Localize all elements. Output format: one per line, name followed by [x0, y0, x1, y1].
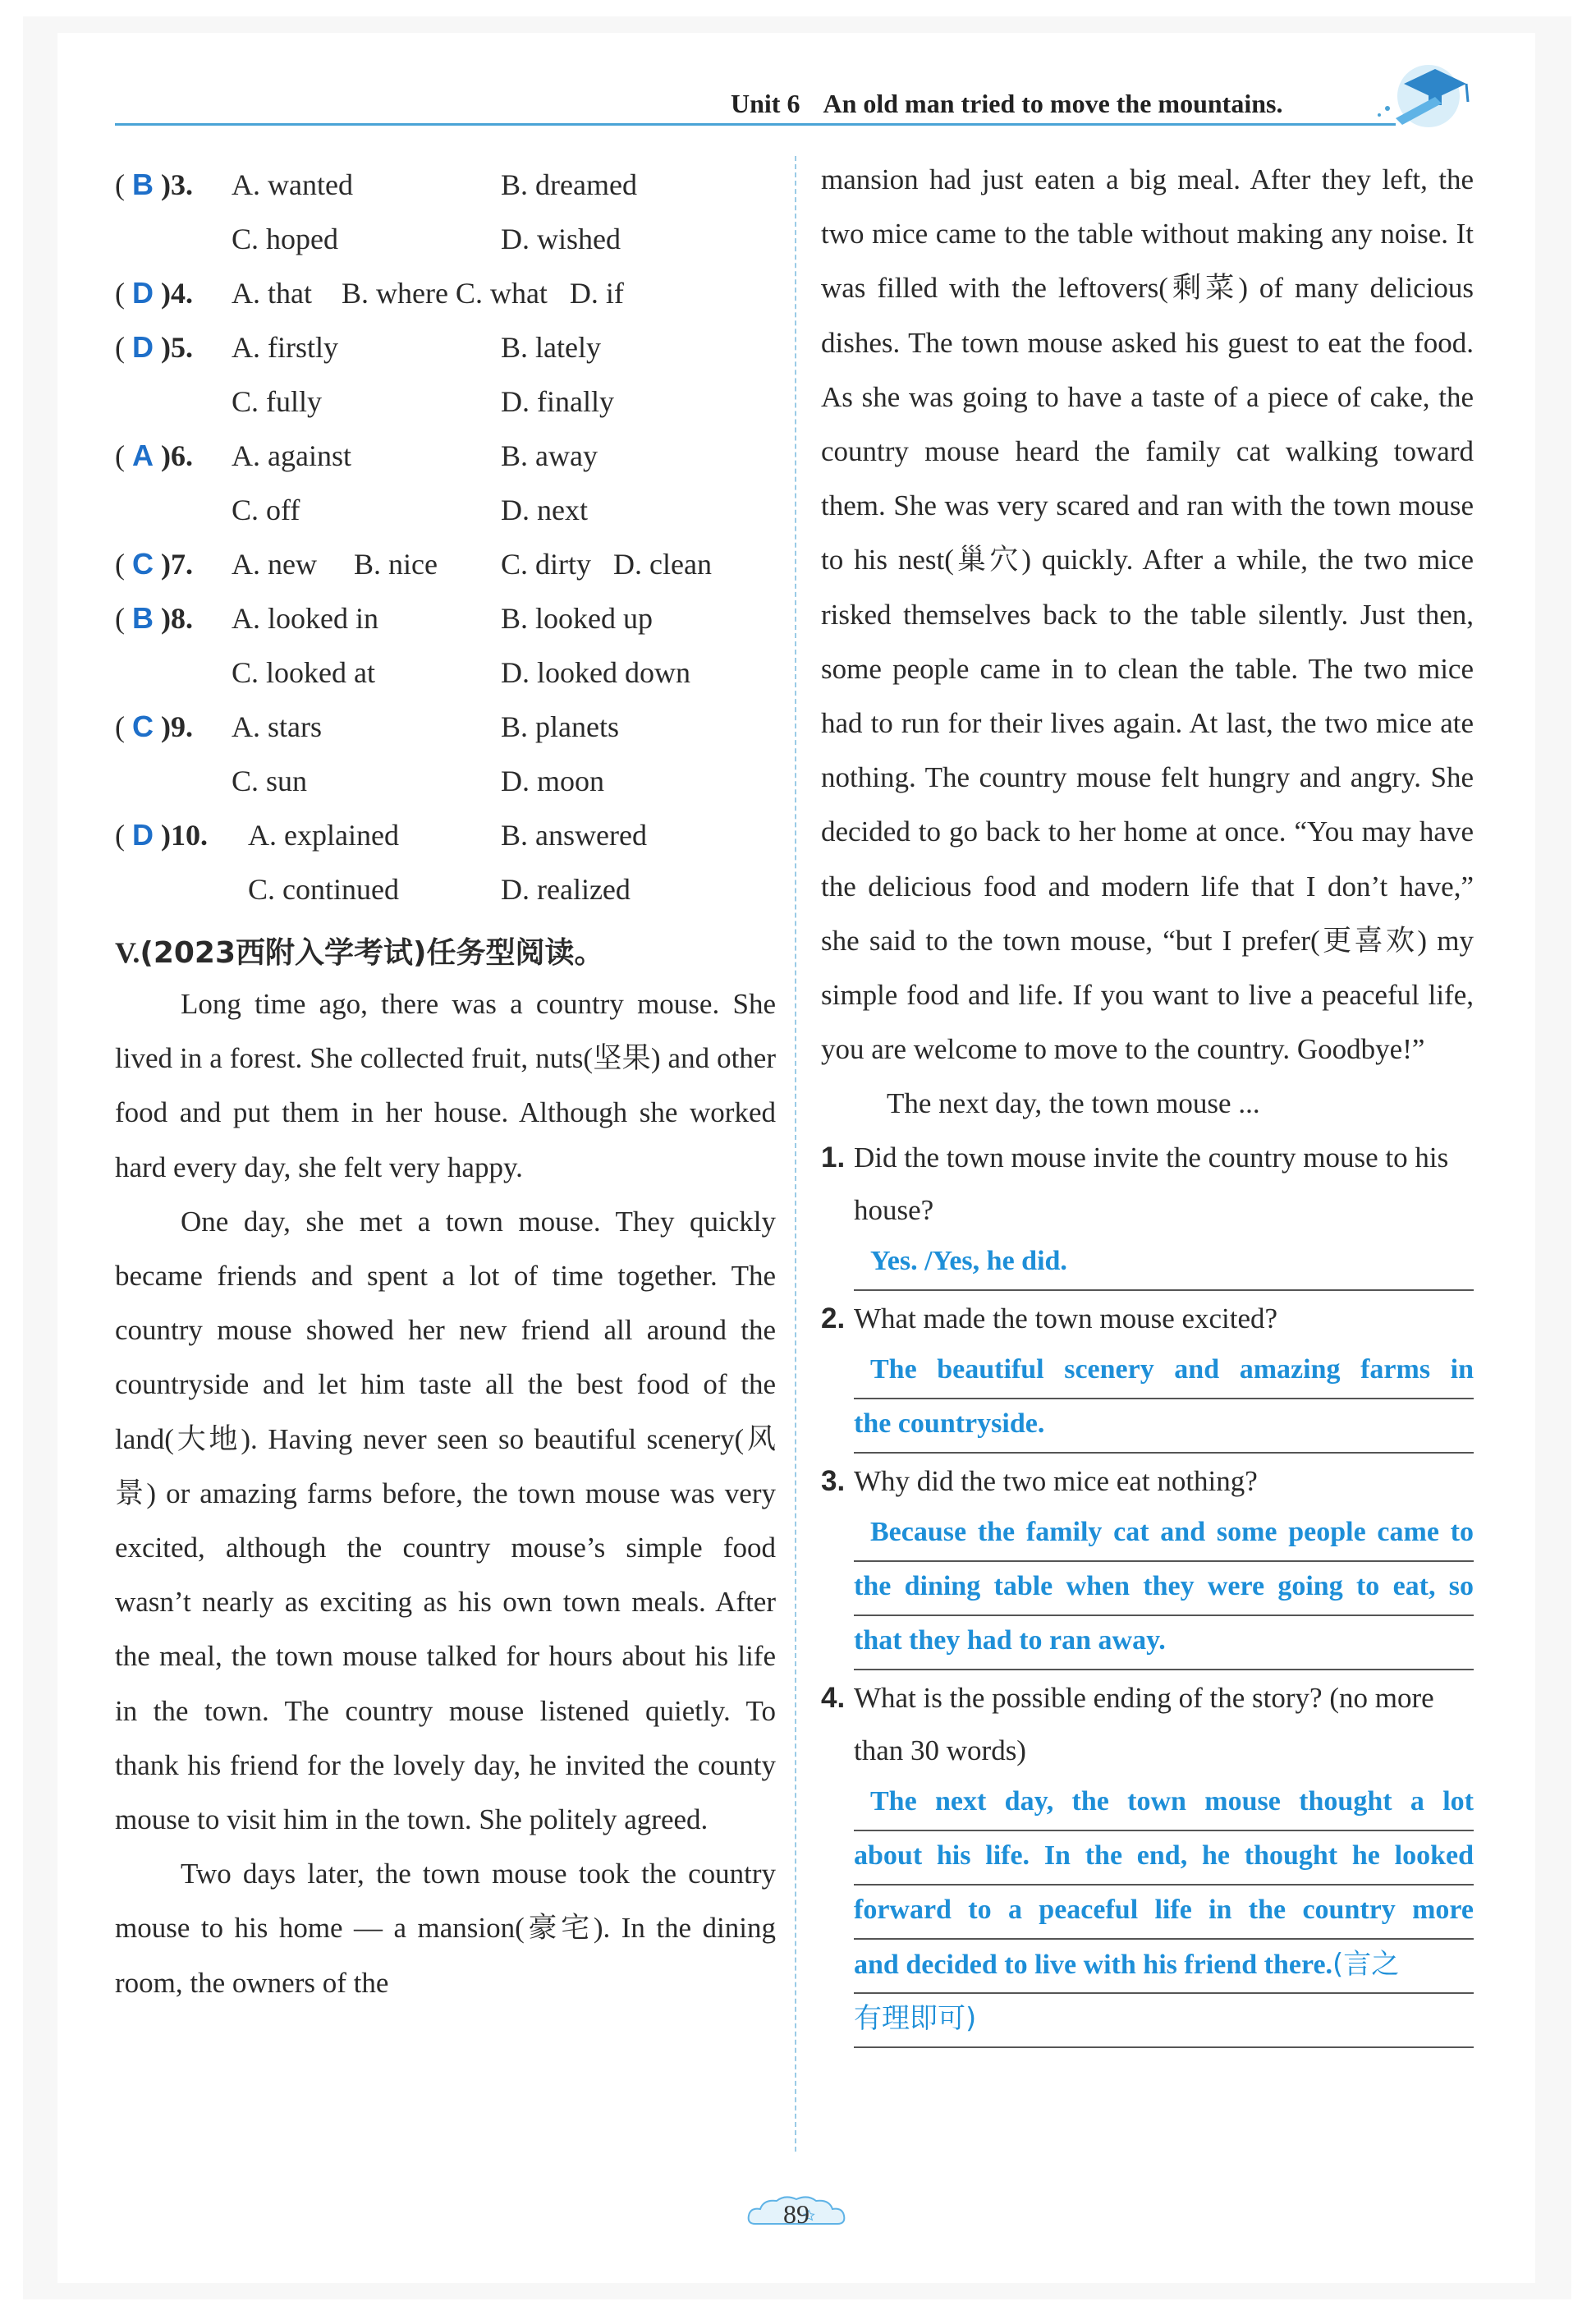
- choice-question-8-cd: [115, 649, 776, 703]
- answer-letter: B: [132, 601, 154, 635]
- answer-letter: D: [132, 818, 154, 852]
- answer-bracket: ( D )5.: [115, 330, 193, 364]
- answer-line: about his life. In the end, he thought he looked: [854, 1831, 1474, 1886]
- answer-note: (言之: [1332, 1947, 1400, 1981]
- answer-line: that they had to ran away.: [854, 1616, 1474, 1670]
- options-cd: C. dirty D. clean: [501, 548, 712, 581]
- section-title: (2023西附入学考试)任务型阅读。: [140, 936, 604, 970]
- page-number: [739, 2191, 854, 2240]
- option-b: B. answered: [501, 819, 647, 852]
- answer-line: Yes. /Yes, he did.: [854, 1237, 1474, 1291]
- answer-letter: C: [132, 710, 154, 743]
- answer-line: the dining table when they were going to eat, so: [854, 1562, 1474, 1616]
- option-b: B. dreamed: [501, 168, 637, 201]
- question-4: [821, 1672, 1474, 1777]
- answer-letter: A: [132, 439, 154, 472]
- option-c: C. continued: [248, 873, 399, 906]
- section-number: V.: [115, 936, 140, 969]
- option-c: C. looked at: [232, 656, 375, 689]
- choice-question-6: [115, 432, 776, 486]
- choice-question-9: [115, 703, 776, 757]
- answer-line: forward to a peaceful life in the country more: [854, 1886, 1474, 1940]
- answer-bracket: ( B )8.: [115, 601, 193, 635]
- answer-note: 有理即可): [854, 2001, 977, 2035]
- option-c: C. hoped: [232, 223, 338, 255]
- choice-question-10: [115, 811, 776, 866]
- choice-question-9-cd: [115, 757, 776, 811]
- option-a: A. wanted: [232, 168, 353, 201]
- passage-paragraph-3-cont: mansion had just eaten a big meal. After they left, the two mice came to the table without making any noise. It was filled with the leftovers(剩菜) of many delicious dishes. The town mouse asked his guest to eat the food. As she was going to have a taste of a piece of cake, the country mouse heard the family cat walking toward them. She was very scared and ran with the town mouse to his nest(巢穴) quickly. After a while, the two mice risked themselves back to the table silently. Just then, some people came in to clean the table. The two mice had to run for their lives again. At last, the two mice ate nothing. The country mouse felt hungry and angry. She decided to go back to her home at once. “You may have the delicious food and modern life that I don’t have,” she said to the town mouse, “but I prefer(更喜欢) my simple food and life. If you want to live a peaceful life, you are welcome to move to the country. Goodbye!”: [821, 163, 1474, 1066]
- question-number: 4.: [821, 1681, 846, 1714]
- answer-line: The beautiful scenery and amazing farms in: [854, 1345, 1474, 1399]
- column-divider: [795, 156, 796, 2152]
- passage-paragraph-3-start: Two days later, the town mouse took the country mouse to his home — a mansion(豪宅). In the dining room, the owners of the: [115, 1858, 776, 1999]
- option-d: D. finally: [501, 385, 614, 418]
- answer-line: [854, 1994, 1474, 2048]
- page-number-text: 89: [783, 2199, 809, 2229]
- question-2: [821, 1293, 1474, 1345]
- option-d: D. next: [501, 494, 588, 526]
- unit-label: Unit 6: [731, 89, 800, 118]
- question-1: [821, 1132, 1474, 1237]
- choice-question-5: [115, 324, 776, 378]
- choice-question-4: [115, 269, 776, 324]
- right-column: [821, 153, 1474, 2048]
- answer-bracket: ( A )6.: [115, 439, 193, 472]
- choice-question-6-cd: [115, 486, 776, 540]
- question-number: 2.: [821, 1302, 846, 1334]
- answer-bracket: ( C )7.: [115, 547, 193, 581]
- question-text: What is the possible ending of the story? (no more than 30 words): [854, 1681, 1434, 1766]
- choice-question-5-cd: [115, 378, 776, 432]
- option-a: A. firstly: [232, 331, 338, 364]
- option-d: D. realized: [501, 873, 631, 906]
- answer-letter: D: [132, 330, 154, 364]
- unit-title: An old man tried to move the mountains.: [823, 89, 1283, 118]
- options-ab: A. new B. nice: [232, 548, 438, 581]
- option-b: B. away: [501, 439, 598, 472]
- answer-letter: B: [132, 168, 154, 201]
- option-d: D. looked down: [501, 656, 690, 689]
- left-column: [115, 161, 776, 2010]
- option-c: C. fully: [232, 385, 323, 418]
- option-d: D. wished: [501, 223, 621, 255]
- answer-4: [821, 1777, 1474, 2048]
- passage-paragraph-1: Long time ago, there was a country mouse. She lived in a forest. She collected fruit, nuts(坚果) and other food and put them in her house. Although she worked hard every day, she felt very happy.: [115, 988, 776, 1183]
- passage-paragraph-4: The next day, the town mouse ...: [887, 1087, 1260, 1120]
- options-inline: A. that B. where C. what D. if: [232, 277, 624, 310]
- choice-question-3-cd: [115, 215, 776, 269]
- answer-bracket: ( D )4.: [115, 276, 193, 310]
- answer-1: [821, 1237, 1474, 1291]
- answer-3: [821, 1508, 1474, 1670]
- choice-question-7: [115, 540, 776, 595]
- answer-letter: C: [132, 547, 154, 581]
- question-text: What made the town mouse excited?: [854, 1302, 1278, 1334]
- choice-question-10-cd: [115, 866, 776, 920]
- answer-bracket: ( D )10.: [115, 818, 208, 852]
- answer-line: Because the family cat and some people came to: [854, 1508, 1474, 1562]
- option-a: A. explained: [248, 819, 399, 852]
- option-c: C. off: [232, 494, 300, 526]
- option-b: B. planets: [501, 710, 619, 743]
- answer-2: [821, 1345, 1474, 1454]
- option-d: D. moon: [501, 765, 604, 797]
- option-c: C. sun: [232, 765, 308, 797]
- question-3: [821, 1455, 1474, 1508]
- answer-bracket: ( C )9.: [115, 710, 193, 743]
- option-a: A. against: [232, 439, 351, 472]
- answer-line: The next day, the town mouse thought a lot: [854, 1777, 1474, 1831]
- answer-line: [854, 1940, 1474, 1994]
- option-a: A. looked in: [232, 602, 378, 635]
- answer-line: the countryside.: [854, 1399, 1474, 1454]
- graduation-cap-pencil-icon: [1371, 51, 1486, 133]
- question-text: Did the town mouse invite the country mouse to his house?: [854, 1141, 1449, 1226]
- passage-paragraph-2: One day, she met a town mouse. They quickly became friends and spent a lot of time together. The country mouse showed her new friend all around the countryside and let him taste all the best food of the land(大地). Having never seen so beautiful scenery(风景) or amazing farms before, the town mouse was very excited, although the country mouse’s simple food wasn’t nearly as exciting as his own town meals. After the meal, the town mouse talked for hours about his life in the town. The country mouse listened quietly. To thank his friend for the lovely day, he invited the county mouse to visit him in the town. She politely agreed.: [115, 1205, 776, 1836]
- section-heading: [115, 930, 776, 977]
- running-header: [731, 89, 1282, 119]
- question-number: 3.: [821, 1464, 846, 1497]
- answer-letter: D: [132, 276, 154, 310]
- question-text: Why did the two mice eat nothing?: [854, 1464, 1258, 1497]
- header-rule: [115, 123, 1396, 126]
- choice-question-3: [115, 161, 776, 215]
- answer-bracket: ( B )3.: [115, 168, 193, 201]
- option-b: B. looked up: [501, 602, 653, 635]
- choice-question-8: [115, 595, 776, 649]
- option-a: A. stars: [232, 710, 322, 743]
- option-b: B. lately: [501, 331, 601, 364]
- question-number: 1.: [821, 1141, 846, 1174]
- answer-text: and decided to live with his friend there.: [854, 1949, 1333, 1980]
